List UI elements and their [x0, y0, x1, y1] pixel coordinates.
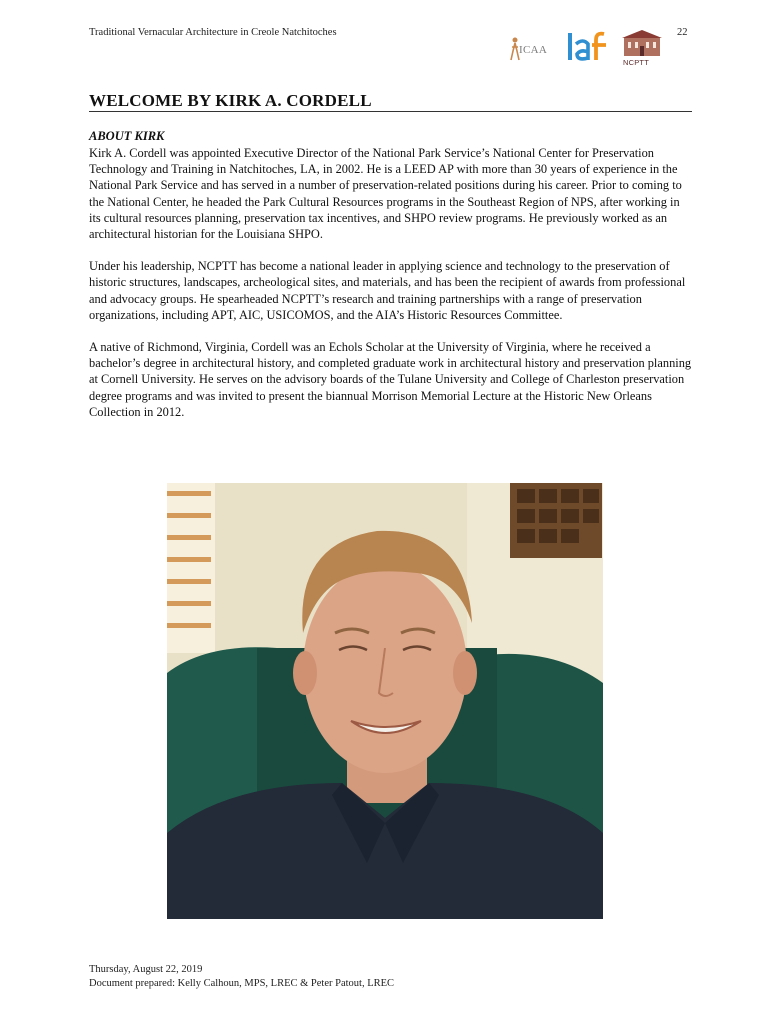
- page-footer: [89, 963, 394, 991]
- ncptt-logo-text: NCPTT: [623, 58, 649, 67]
- paragraph-2: Under his leadership, NCPTT has become a national leader in applying science and technology to the preservation of historic structures, landscapes, archeological sites, and materials, and has been the recipient of awards from professional and advocacy groups. He spearheaded NCPTT’s research and training partnerships with a range of preservation organizations, including APT, AIC, USICOMOS, and the AIA’s Historic Resources Committee.: [89, 259, 686, 322]
- portrait-illustration: [167, 483, 603, 919]
- portrait-photo: [167, 483, 603, 919]
- section-heading: ABOUT KIRK: [89, 129, 165, 143]
- title-divider: [89, 111, 692, 112]
- laf-logo: [566, 30, 614, 64]
- laf-logo-mark: [566, 30, 614, 64]
- ncptt-logo: [620, 28, 664, 68]
- footer-prepared-by: Document prepared: Kelly Calhoun, MPS, LREC & Peter Patout, LREC: [89, 978, 395, 989]
- paragraph-1: Kirk A. Cordell was appointed Executive Director of the National Park Service’s National Center for Preservation Technology and Training in Natchitoches, LA, in 2002. He is a LEED AP with more than 30 years of experience in the National Park Service and has served in a number of preservation-related positions during his career. Prior to coming to the National Center, he headed the Park Cultural Resources programs in the Southeast Region of NPS, after working in its cultural resources planning, preservation tax incentives, and SHPO review programs. He previously worked as an architectural historian for the Louisiana SHPO.: [89, 146, 682, 242]
- page-title: WELCOME BY KIRK A. CORDELL: [89, 91, 372, 110]
- icaa-logo: [508, 36, 554, 62]
- body-text: [89, 145, 694, 436]
- running-title: Traditional Vernacular Architecture in Creole Natchitoches: [89, 27, 337, 38]
- footer-date: Thursday, August 22, 2019: [89, 964, 203, 975]
- header-logos: [508, 28, 666, 68]
- icaa-logo-text: ICAA: [519, 44, 548, 56]
- paragraph-3: A native of Richmond, Virginia, Cordell was an Echols Scholar at the University of Virginia, where he received a bachelor’s degree in architectural history, and completed graduate work in architectural history and preservation planning at Cornell University. He serves on the advisory boards of the Tulane University and College of Charleston preservation degree programs and was invited to present the biannual Morrison Memorial Lecture at the Historic New Orleans Collection in 2012.: [89, 340, 692, 419]
- ncptt-building-icon: [620, 28, 664, 58]
- page-number: 22: [677, 27, 688, 38]
